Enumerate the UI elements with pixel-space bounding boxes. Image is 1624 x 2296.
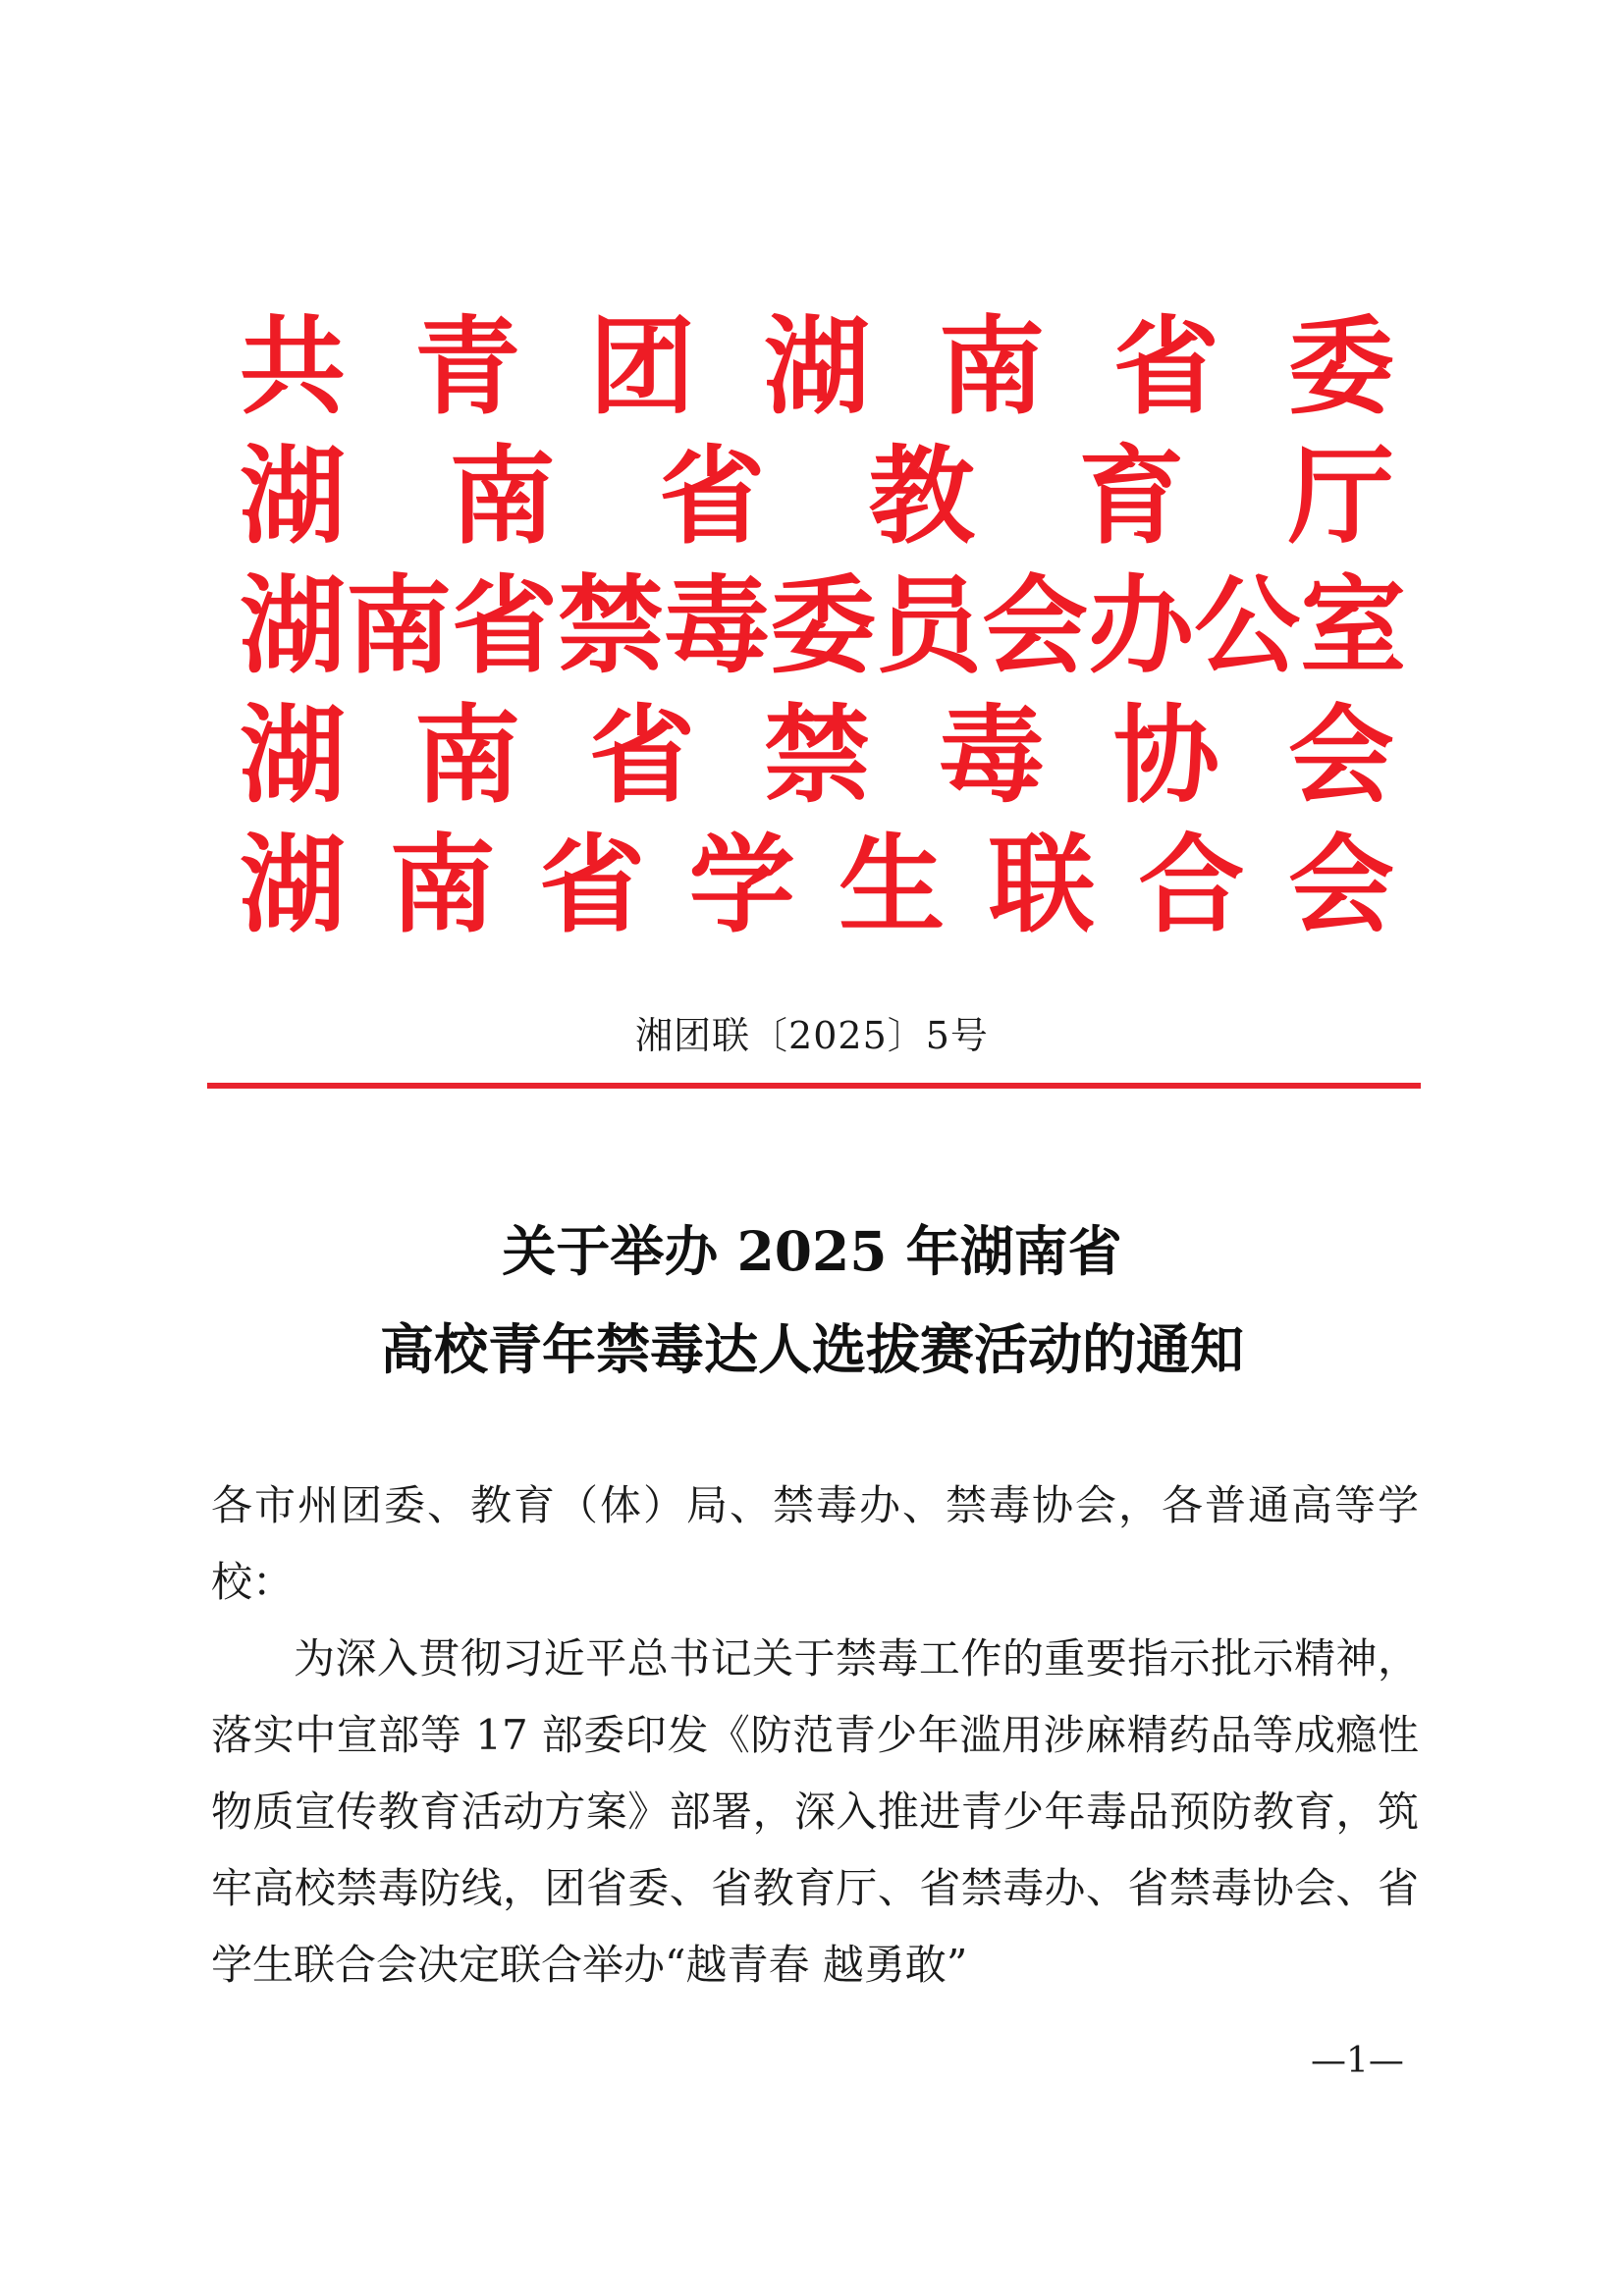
issuer-char: 省 — [659, 435, 766, 559]
body-paragraph: 为深入贯彻习近平总书记关于禁毒工作的重要指示批示精神，落实中宣部等 17 部委印发《防范青少年滥用涉麻精药品等成瘾性物质宣传教育活动方案》部署，深入推进青少年毒品预防教育，筑牢高校禁毒防线，团省委、省教育厅、省禁毒办、省禁毒协会、省学生联合会决定联合举办“越青春 越勇敢” — [211, 1634, 1419, 1989]
issuer-char: 协 — [1112, 694, 1219, 818]
issuer-char: 联 — [988, 824, 1095, 947]
issuer-char: 会 — [982, 564, 1089, 688]
salutation: 各市州团委、教育（体）局、禁毒办、禁毒协会，各普通高等学校： — [211, 1481, 1419, 1606]
issuer-char: 湖 — [240, 694, 347, 818]
page-number: —1— — [1311, 2041, 1404, 2081]
issuer-char: 团 — [588, 305, 695, 429]
issuer-char: 省 — [1112, 305, 1219, 429]
document-body — [211, 1468, 1419, 2003]
issuer-line-youth-league — [240, 302, 1394, 432]
issuer-char: 南 — [346, 564, 453, 688]
issuer-char: 公 — [1194, 564, 1301, 688]
issuer-char: 办 — [1088, 564, 1195, 688]
issuer-char: 省 — [539, 824, 646, 947]
issuer-char: 学 — [688, 824, 795, 947]
issuer-char: 省 — [452, 564, 559, 688]
issuer-char: 会 — [1287, 694, 1394, 818]
document-number: 湘团联〔2025〕5号 — [635, 1014, 989, 1057]
document-title — [0, 1202, 1624, 1399]
issuer-char: 毒 — [938, 694, 1045, 818]
issuer-char: 委 — [770, 564, 877, 688]
issuer-line-student-federation — [240, 821, 1394, 950]
issuer-char: 合 — [1138, 824, 1245, 947]
issuer-char: 禁 — [558, 564, 665, 688]
issuer-char: 湖 — [240, 824, 347, 947]
issuer-char: 湖 — [240, 564, 347, 688]
issuer-char: 省 — [588, 694, 695, 818]
issuer-char: 室 — [1300, 564, 1407, 688]
issuer-line-education-dept — [240, 432, 1394, 561]
issuer-char: 南 — [389, 824, 496, 947]
issuer-char: 青 — [413, 305, 520, 429]
issuer-block — [240, 302, 1407, 950]
issuer-char: 育 — [1078, 435, 1185, 559]
issuer-line-narcotics-association — [240, 691, 1394, 821]
red-separator-line — [207, 1083, 1421, 1089]
issuer-char: 生 — [839, 824, 946, 947]
issuer-char: 毒 — [664, 564, 771, 688]
issuer-char: 湖 — [240, 435, 347, 559]
issuer-char: 委 — [1287, 305, 1394, 429]
title-line-2: 高校青年禁毒达人选拔赛活动的通知 — [379, 1317, 1244, 1381]
issuer-char: 湖 — [763, 305, 870, 429]
issuer-char: 共 — [240, 305, 347, 429]
issuer-char: 南 — [449, 435, 556, 559]
issuer-char: 会 — [1287, 824, 1394, 947]
issuer-char: 禁 — [763, 694, 870, 818]
issuer-char: 厅 — [1287, 435, 1394, 559]
issuer-char: 南 — [938, 305, 1045, 429]
issuer-char: 南 — [413, 694, 520, 818]
issuer-char: 员 — [876, 564, 983, 688]
issuer-char: 教 — [868, 435, 975, 559]
issuer-line-narcotics-office — [240, 561, 1407, 691]
title-line-1: 关于举办 2025 年湖南省 — [502, 1219, 1122, 1283]
